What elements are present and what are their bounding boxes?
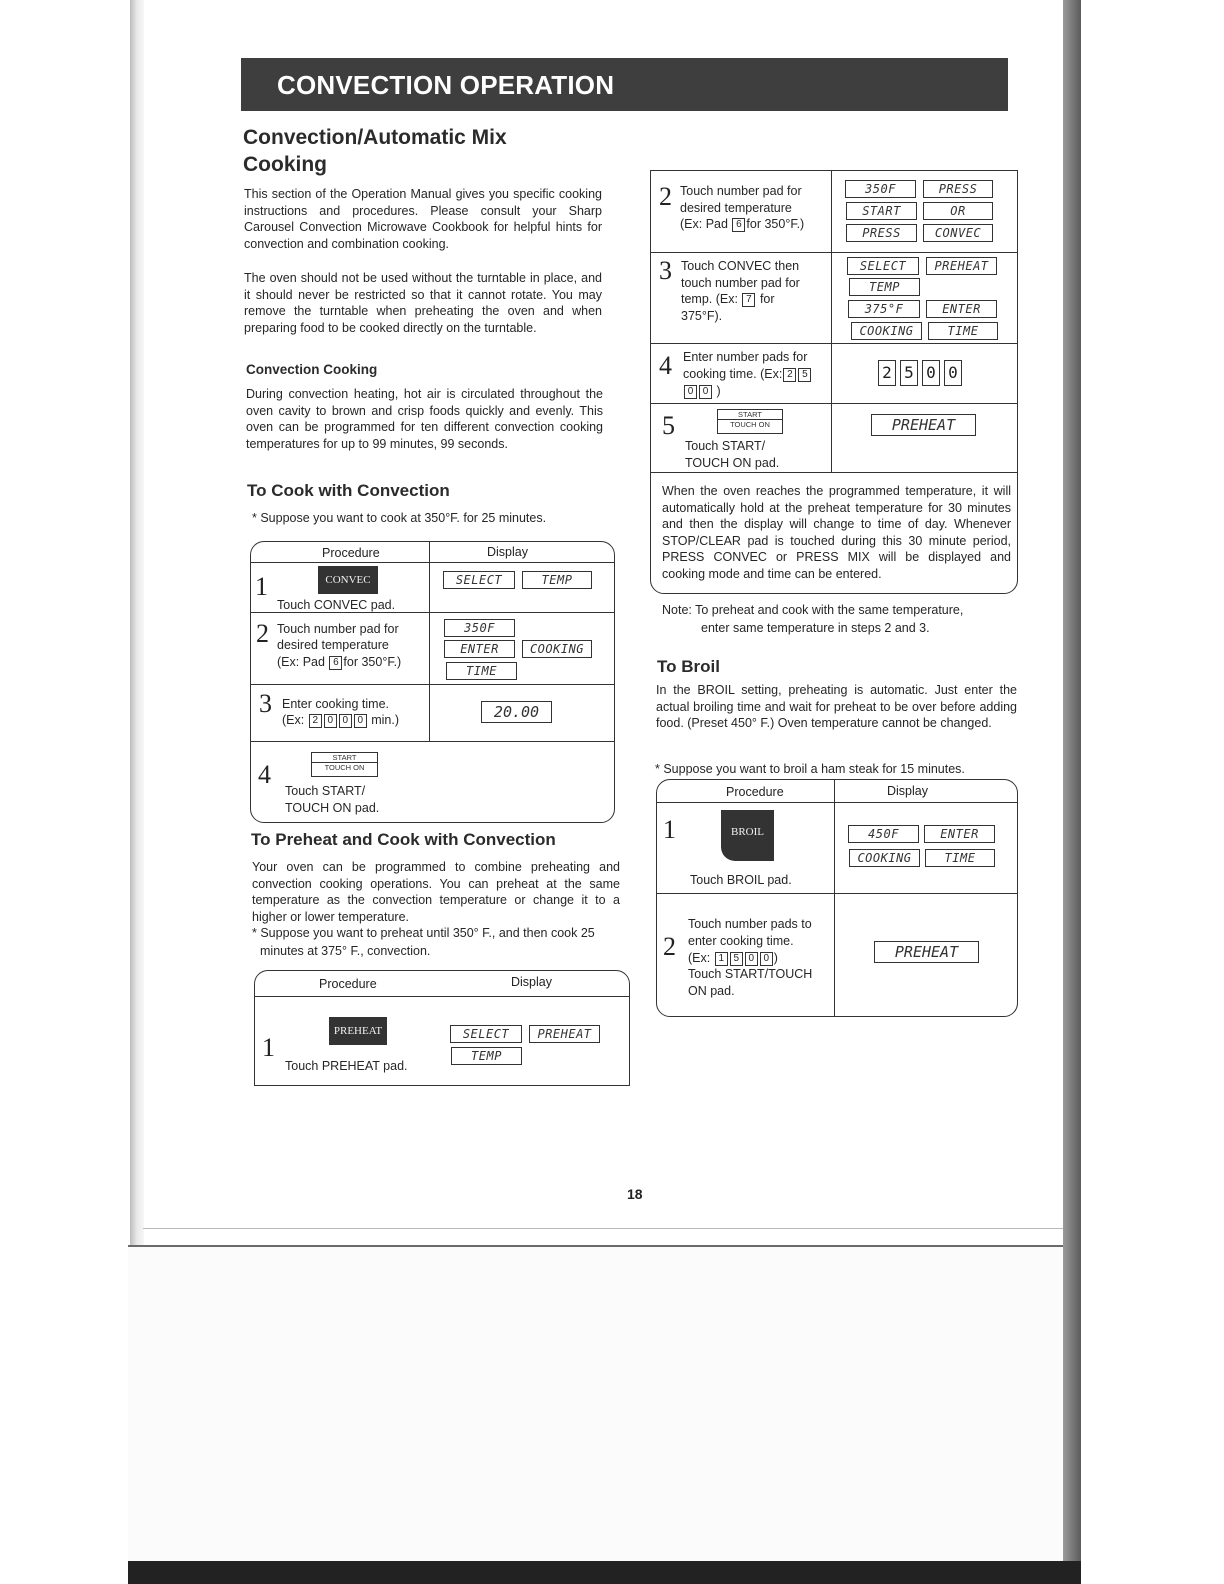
preheat-display-press-2: PRESS	[846, 224, 917, 242]
intro-paragraph-2: The oven should not be used without the turntable in place, and it should never be restricted so that it cannot rotate. You may remove the turntable when preheating the oven and when preparing food to be cooked directly on the turntable.	[244, 271, 602, 335]
convec-key-icon: CONVEC	[318, 566, 378, 594]
note-line2: enter same temperature in steps 2 and 3.	[701, 621, 930, 635]
cook-table-divider	[429, 542, 430, 742]
preheat-paragraph: Your oven can be programmed to combine preheating and convection cooking operations. You can preheat at the same temperature as the convection temperature or change it to a higher or lower temperature.	[252, 860, 620, 924]
cook-step-4-line1: Touch START/	[285, 784, 366, 798]
preheat-step-4-line3: 0 0 )	[683, 383, 721, 399]
broil-heading: To Broil	[657, 657, 720, 676]
preheat-continued-rule	[651, 343, 1017, 344]
broil-paragraph: In the BROIL setting, preheating is automatic. Just enter the actual broiling time and wait for preheat to be over before adding food. (Preset 450° F.) Oven temperature cannot be changed.	[656, 683, 1017, 731]
preheat-continued-rule	[651, 252, 1017, 253]
preheat-display-select: SELECT	[450, 1025, 522, 1043]
preheat-col-procedure: Procedure	[319, 977, 377, 991]
cook-step-3-number: 3	[259, 689, 272, 718]
preheat-step-1-text: Touch PREHEAT pad.	[285, 1059, 408, 1073]
cook-display-time: TIME	[446, 662, 517, 680]
number-pad-icon: 6	[329, 656, 342, 670]
preheat-step-3-line4: 375°F).	[681, 309, 723, 323]
preheat-step-2-line1: Touch number pad for	[680, 184, 802, 198]
start-touch-on-key-icon: START TOUCH ON	[717, 409, 783, 434]
preheat-display-select-2: SELECT	[847, 257, 919, 275]
preheat-step-3-line2: touch number pad for	[681, 276, 800, 290]
preheat-continued-rule	[651, 403, 1017, 404]
number-pad-icon: 7	[742, 293, 755, 307]
broil-table-header-rule	[657, 802, 1017, 803]
broil-step-2-line1: Touch number pads to	[688, 917, 812, 931]
preheat-continued-divider	[831, 171, 832, 473]
number-pad-icon: 0	[324, 714, 337, 728]
number-pad-icon: 1	[715, 952, 728, 966]
preheat-step-4-line1: Enter number pads for	[683, 350, 808, 364]
preheat-display-convec: CONVEC	[923, 224, 993, 242]
convection-cooking-subheading: Convection Cooking	[246, 362, 378, 377]
broil-step-2-line3: (Ex: 1 5 0 0 )	[688, 951, 778, 965]
preheat-step-4-number: 4	[659, 351, 672, 380]
note-line1: Note: To preheat and cook with the same temperature,	[662, 603, 964, 617]
preheat-display-375f: 375°F	[848, 300, 920, 318]
cook-step-1-text: Touch CONVEC pad.	[277, 598, 396, 612]
cook-display-time-value: 20.00	[481, 701, 552, 723]
preheat-display-temp: TEMP	[451, 1047, 522, 1065]
preheat-step-3-line1: Touch CONVEC then	[681, 259, 800, 273]
preheat-continued-rule	[651, 472, 1017, 473]
number-pad-icon: 5	[798, 368, 811, 382]
intro-heading-line2: Cooking	[243, 153, 327, 176]
lower-page-area	[128, 1245, 1066, 1565]
cook-step-2-number: 2	[256, 619, 269, 648]
intro-paragraph-3: During convection heating, hot air is circulated throughout the oven cavity to brown and crisp foods quickly and evenly. This oven can be programmed for ten different convection cooking temperatures for up to 99 minutes, 99 seconds.	[246, 387, 603, 451]
preheat-step-2-line2: desired temperature	[680, 201, 792, 215]
preheat-step-5-line2: TOUCH ON pad.	[685, 456, 780, 470]
broil-col-display: Display	[887, 784, 928, 798]
preheat-key-icon: PREHEAT	[329, 1017, 387, 1045]
preheat-display-or: OR	[923, 202, 993, 220]
preheat-display-cooking: COOKING	[851, 322, 922, 340]
preheat-display-press: PRESS	[923, 180, 993, 198]
preheat-step-5-line1: Touch START/	[685, 439, 766, 453]
broil-step-1-number: 1	[663, 815, 676, 844]
preheat-heading: To Preheat and Cook with Convection	[251, 830, 556, 849]
preheat-step-2-number: 2	[659, 182, 672, 211]
display-digit: 2	[878, 360, 896, 386]
preheat-display-temp-2: TEMP	[849, 278, 920, 296]
cook-step-3-line2: (Ex: 2 0 0 0 min.)	[282, 713, 399, 727]
preheat-suppose-line1: * Suppose you want to preheat until 350° F., and then cook 25	[252, 926, 595, 940]
broil-step-1-text: Touch BROIL pad.	[690, 873, 792, 887]
number-pad-icon: 0	[354, 714, 367, 728]
preheat-display-preheat-final: PREHEAT	[871, 414, 976, 436]
display-digit: 0	[922, 360, 940, 386]
preheat-col-display: Display	[511, 975, 552, 989]
cook-step-4-number: 4	[258, 760, 271, 789]
number-pad-icon: 0	[745, 952, 758, 966]
broil-step-2-line5: ON pad.	[688, 984, 735, 998]
scan-bottom-bar	[128, 1561, 1081, 1584]
cook-step-4-line2: TOUCH ON pad.	[285, 801, 380, 815]
number-pad-icon: 6	[732, 218, 745, 232]
preheat-display-preheat-2: PREHEAT	[926, 257, 997, 275]
preheat-display-350f: 350F	[845, 180, 916, 198]
banner-title: CONVECTION OPERATION	[277, 70, 615, 100]
broil-table-rule	[657, 893, 1017, 894]
preheat-step-3-number: 3	[659, 256, 672, 285]
broil-suppose: * Suppose you want to broil a ham steak for 15 minutes.	[655, 762, 965, 776]
page-fold-line	[143, 1228, 1063, 1229]
number-pad-icon: 0	[684, 385, 697, 399]
number-pad-icon: 0	[699, 385, 712, 399]
preheat-step-2-line3: (Ex: Pad 6 for 350°F.)	[680, 217, 805, 231]
cook-display-select: SELECT	[443, 571, 515, 589]
cook-display-cooking: COOKING	[522, 640, 592, 658]
preheat-step-4-line2: cooking time. (Ex: 2 5	[683, 366, 812, 382]
broil-display-time: TIME	[925, 849, 995, 867]
cook-display-enter: ENTER	[444, 640, 515, 658]
start-touch-on-key-icon: START TOUCH ON	[311, 752, 378, 777]
cook-table-header-rule	[251, 562, 614, 563]
preheat-step-5-number: 5	[662, 411, 675, 440]
number-pad-icon: 2	[309, 714, 322, 728]
preheat-display-enter: ENTER	[926, 300, 997, 318]
display-digit: 5	[900, 360, 918, 386]
page-number: 18	[627, 1186, 643, 1202]
cook-col-display: Display	[487, 545, 528, 559]
broil-display-450f: 450F	[848, 825, 919, 843]
broil-display-cooking: COOKING	[849, 849, 920, 867]
cook-display-temp: TEMP	[522, 571, 592, 589]
number-pad-icon: 2	[783, 368, 796, 382]
cook-step-3-line1: Enter cooking time.	[282, 697, 389, 711]
preheat-table-header-rule	[255, 996, 629, 997]
scan-margin-left	[0, 0, 130, 1584]
preheat-display-digits	[878, 360, 966, 386]
cook-step-1-number: 1	[255, 572, 268, 601]
intro-paragraph-1: This section of the Operation Manual gives you specific cooking instructions and procedures. Please consult your Sharp Carousel Convection Microwave Cookbook for helpful hints for convection and combination cooking.	[244, 187, 602, 251]
broil-display-enter: ENTER	[924, 825, 995, 843]
preheat-step-1-number: 1	[262, 1033, 275, 1062]
cook-heading: To Cook with Convection	[247, 481, 450, 500]
scan-margin-right	[1081, 0, 1224, 1584]
number-pad-icon: 0	[339, 714, 352, 728]
cook-table-rule	[251, 684, 614, 685]
broil-key-icon: BROIL	[721, 810, 774, 861]
cook-suppose: * Suppose you want to cook at 350°F. for 25 minutes.	[252, 511, 547, 525]
broil-step-2-line2: enter cooking time.	[688, 934, 794, 948]
preheat-display-preheat: PREHEAT	[529, 1025, 600, 1043]
cook-step-2-line2: desired temperature	[277, 638, 389, 652]
preheat-display-time: TIME	[928, 322, 998, 340]
preheat-suppose-line2: minutes at 375° F., convection.	[260, 944, 431, 958]
broil-step-2-number: 2	[663, 932, 676, 961]
cook-step-2-line1: Touch number pad for	[277, 622, 399, 636]
broil-step-2-line4: Touch START/TOUCH	[688, 967, 813, 981]
cook-col-procedure: Procedure	[322, 546, 380, 560]
preheat-display-start: START	[846, 202, 917, 220]
preheat-hold-note: When the oven reaches the programmed temperature, it will automatically hold at the preheat temperature for 30 minutes and then the display will change to time of day. Whenever STOP/CLEAR pad is touched during this 30 minute period, PRESS CONVEC or PRESS MIX will be displayed and cooking mode and time can be entered.	[662, 484, 1011, 581]
cook-display-350f: 350F	[444, 619, 515, 637]
cook-table-rule	[251, 741, 614, 742]
number-pad-icon: 5	[730, 952, 743, 966]
intro-heading-line1: Convection/Automatic Mix	[243, 126, 507, 149]
scan-edge-shadow	[1063, 0, 1081, 1584]
preheat-step-3-line3: temp. (Ex: 7 for	[681, 292, 775, 306]
number-pad-icon: 0	[760, 952, 773, 966]
broil-display-preheat: PREHEAT	[874, 941, 979, 963]
broil-col-procedure: Procedure	[726, 785, 784, 799]
cook-step-2-line3: (Ex: Pad 6 for 350°F.)	[277, 655, 402, 669]
display-digit: 0	[944, 360, 962, 386]
broil-table-divider	[834, 780, 835, 1016]
page-spine-shadow	[130, 0, 144, 1250]
